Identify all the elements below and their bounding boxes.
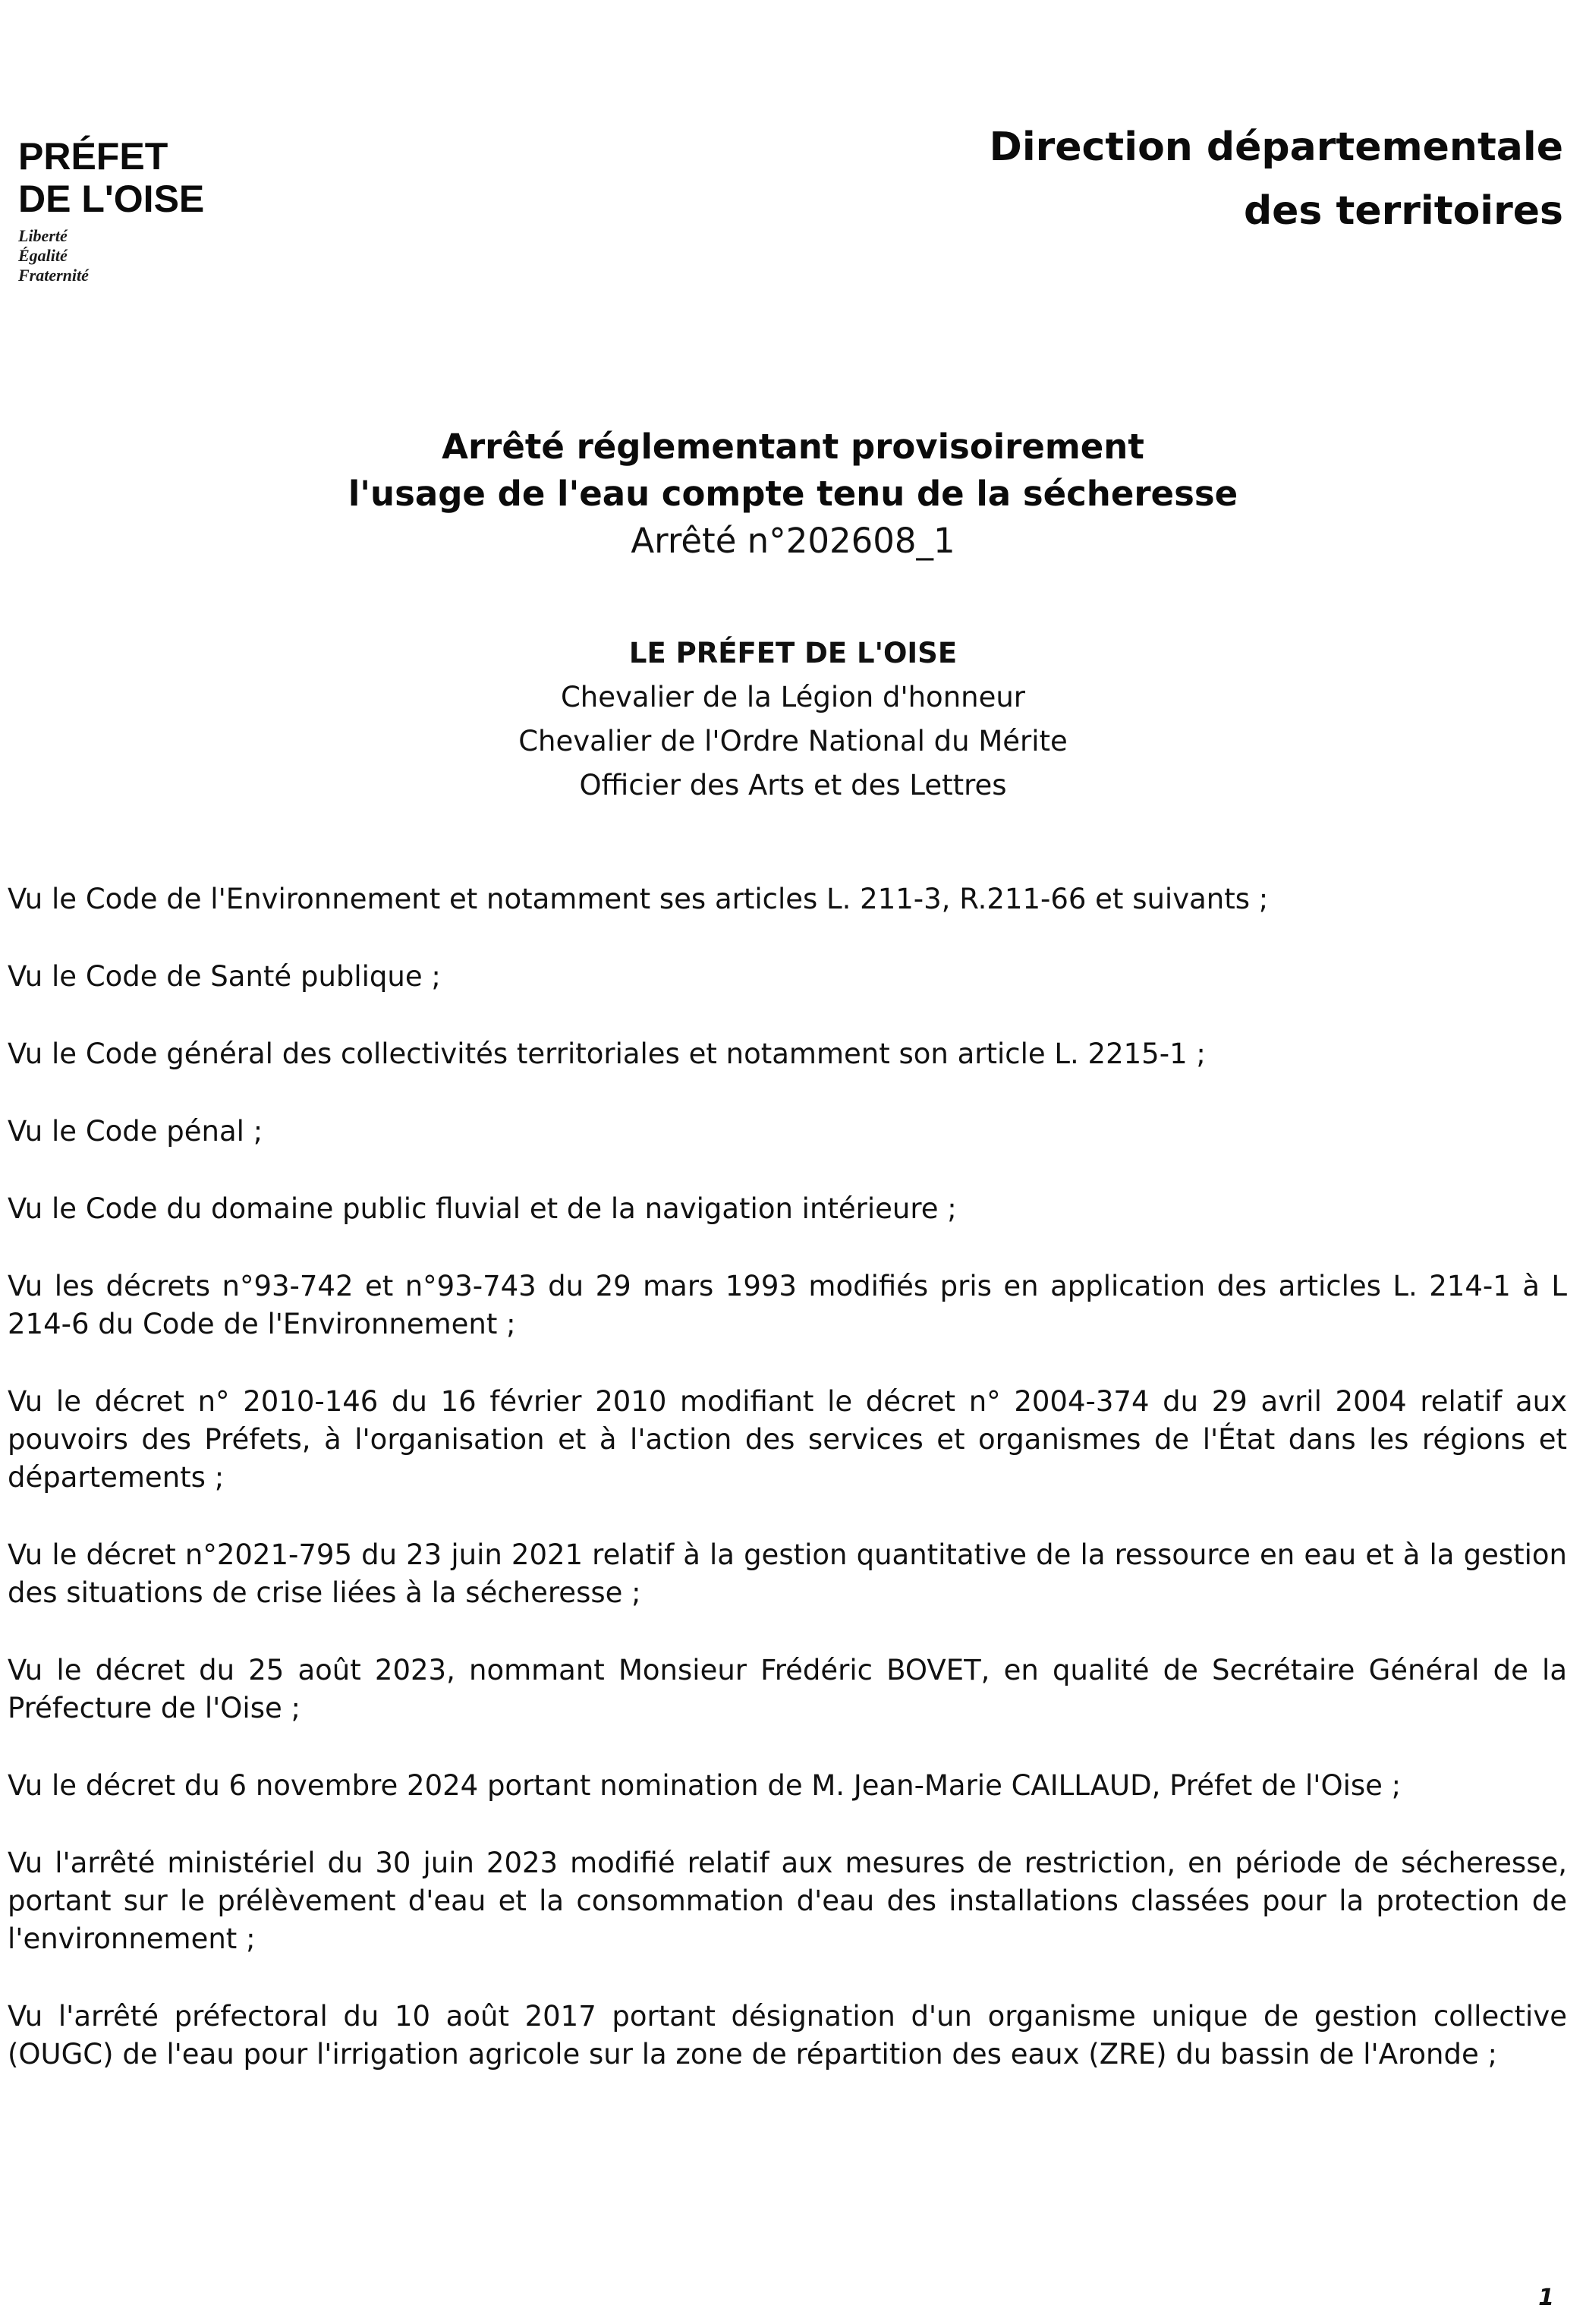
- prefet-title-line1: PRÉFET: [18, 135, 168, 178]
- prefet-identity: [0, 631, 1586, 808]
- prefet-title-line2: DE L'OISE: [18, 178, 205, 220]
- visa-item: Vu le Code du domaine public fluvial et de la navigation intérieure ;: [8, 1192, 957, 1225]
- honor-legion: Chevalier de la Légion d'honneur: [560, 681, 1026, 713]
- visa-item: Vu le Code de Santé publique ;: [8, 960, 441, 993]
- visas-list: [8, 880, 1567, 2074]
- page-number: 1: [1538, 2285, 1554, 2311]
- direction-name: [990, 115, 1563, 243]
- visa-item: Vu le décret n°2021-795 du 23 juin 2021 relatif à la gestion quantitative de la ressource en eau et à la gestion des situations de crise liées à la sécheresse ;: [8, 1538, 1567, 1609]
- prefet-name: LE PRÉFET DE L'OISE: [628, 637, 958, 669]
- motto-fraternite: Fraternité: [18, 266, 89, 285]
- document-title: [0, 424, 1586, 565]
- prefet-logo-block: [18, 135, 261, 285]
- visa-item: Vu le Code de l'Environnement et notamment ses articles L. 211-3, R.211-66 et suivants ;: [8, 883, 1269, 915]
- direction-line2: des territoires: [1243, 188, 1563, 234]
- visa-item: Vu l'arrêté ministériel du 30 juin 2023 modifié relatif aux mesures de restriction, en période de sécheresse, portant sur le prélèvement d'eau et la consommation d'eau des installations classées pour la protection de l'environnement ;: [8, 1847, 1567, 1955]
- republic-motto: [18, 226, 261, 285]
- motto-egalite: Égalité: [18, 246, 68, 265]
- honor-merite: Chevalier de l'Ordre National du Mérite: [518, 725, 1068, 757]
- motto-liberte: Liberté: [18, 226, 68, 245]
- visa-item: Vu le Code pénal ;: [8, 1115, 263, 1148]
- visa-item: Vu le Code général des collectivités territoriales et notamment son article L. 2215-1 ;: [8, 1038, 1206, 1070]
- title-line2: l'usage de l'eau compte tenu de la sécheresse: [348, 474, 1238, 514]
- direction-line1: Direction départementale: [989, 124, 1563, 170]
- title-line1: Arrêté réglementant provisoirement: [442, 427, 1144, 467]
- visa-item: Vu les décrets n°93-742 et n°93-743 du 29 mars 1993 modifiés pris en application des articles L. 214-1 à L 214-6 du Code de l'Environnement ;: [8, 1270, 1567, 1340]
- visa-item: Vu l'arrêté préfectoral du 10 août 2017 portant désignation d'un organisme unique de gestion collective (OUGC) de l'eau pour l'irrigation agricole sur la zone de répartition des eaux (ZRE) du bassin de l'Aronde ;: [8, 2000, 1567, 2071]
- visa-item: Vu le décret du 6 novembre 2024 portant nomination de M. Jean-Marie CAILLAUD, Préfet de l'Oise ;: [8, 1769, 1402, 1802]
- visa-item: Vu le décret du 25 août 2023, nommant Monsieur Frédéric BOVET, en qualité de Secrétaire Général de la Préfecture de l'Oise ;: [8, 1654, 1567, 1724]
- honor-arts-lettres: Officier des Arts et des Lettres: [579, 769, 1007, 801]
- arrete-number: Arrêté n°202608_1: [631, 521, 955, 561]
- visa-item: Vu le décret n° 2010-146 du 16 février 2010 modifiant le décret n° 2004-374 du 29 avril 2004 relatif aux pouvoirs des Préfets, à l'organisation et à l'action des services et organismes de l'État dans les régions et départements ;: [8, 1385, 1567, 1494]
